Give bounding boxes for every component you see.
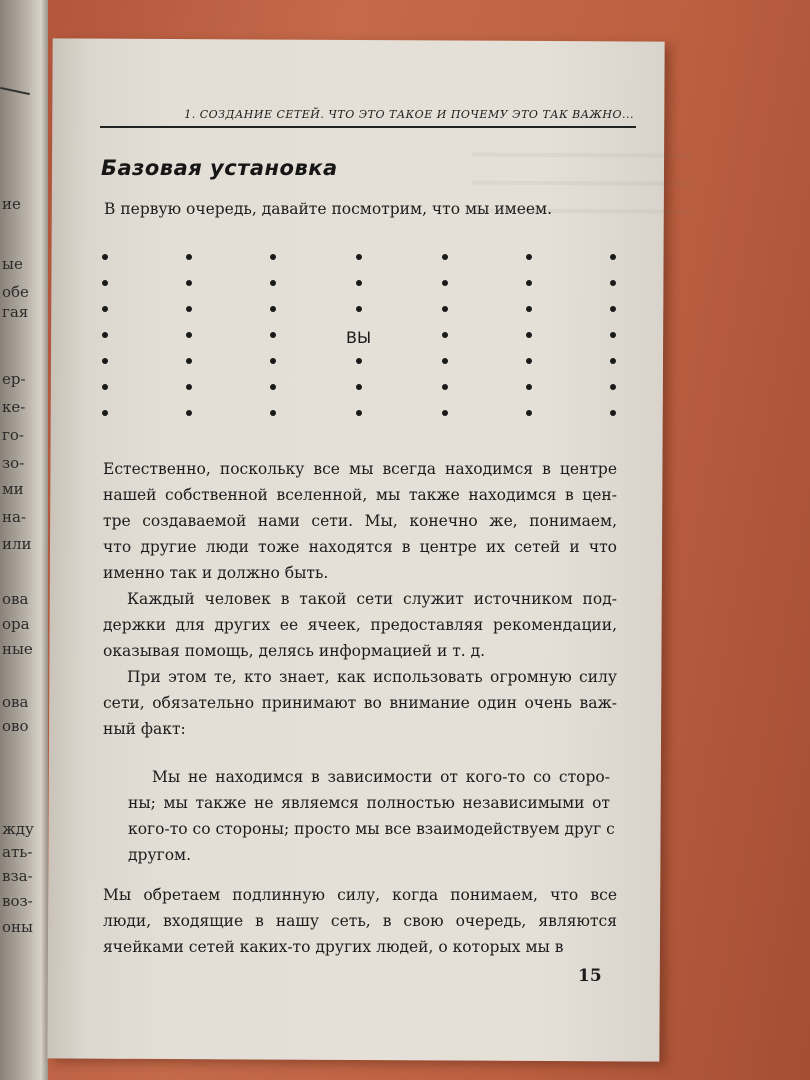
network-node-dot: [610, 410, 616, 416]
network-node-dot: [102, 358, 108, 364]
left-page-text-fragment: ые: [2, 255, 23, 273]
network-node-dot: [526, 306, 532, 312]
network-node-dot: [356, 254, 362, 260]
network-node-dot: [102, 280, 108, 286]
network-node-dot: [270, 254, 276, 260]
text-line: оказывая помощь, делясь информацией и т. д.: [103, 642, 486, 660]
network-node-dot: [442, 410, 448, 416]
paragraph: [103, 882, 617, 960]
text-line: ны; мы также не являемся полностью независимыми от: [128, 794, 610, 812]
network-node-dot: [442, 332, 448, 338]
left-page-edge: [0, 0, 48, 1080]
diagram-center-label: ВЫ: [346, 328, 372, 347]
running-head: 1. СОЗДАНИЕ СЕТЕЙ. ЧТО ЭТО ТАКОЕ И ПОЧЕМУ ЭТО ТАК ВАЖНО...: [184, 108, 634, 121]
text-line: ный факт:: [103, 720, 186, 738]
left-page-text-fragment: го-: [2, 426, 24, 444]
text-line: Мы не находимся в зависимости от кого-то со сторо-: [152, 768, 610, 786]
text-line: тре создаваемой нами сети. Мы, конечно же, понимаем,: [103, 512, 617, 530]
network-node-dot: [442, 358, 448, 364]
network-node-dot: [610, 280, 616, 286]
network-node-dot: [442, 254, 448, 260]
left-page-text-fragment: ора: [2, 615, 30, 633]
left-page-text-fragment: обе: [2, 283, 29, 301]
network-node-dot: [270, 358, 276, 364]
network-node-dot: [186, 358, 192, 364]
text-line: держки для других ее ячеек, предоставляя рекомендации,: [103, 616, 617, 634]
network-node-dot: [442, 280, 448, 286]
left-page-text-fragment: вза-: [2, 867, 33, 885]
section-title: Базовая установка: [101, 156, 338, 180]
text-line: что другие люди тоже находятся в центре их сетей и что: [103, 538, 617, 556]
network-node-dot: [102, 384, 108, 390]
left-page-text-fragment: ать-: [2, 843, 33, 861]
network-node-dot: [186, 332, 192, 338]
network-node-dot: [610, 254, 616, 260]
block-quote: [128, 764, 615, 868]
network-node-dot: [526, 358, 532, 364]
network-node-dot: [526, 332, 532, 338]
left-page-text-fragment: ова: [2, 590, 29, 608]
text-line: кого-то со стороны; просто мы все взаимодействуем друг с: [128, 820, 615, 838]
network-node-dot: [270, 384, 276, 390]
bleed-through-line: [472, 153, 692, 158]
network-node-dot: [610, 306, 616, 312]
network-node-dot: [526, 254, 532, 260]
network-node-dot: [102, 332, 108, 338]
network-node-dot: [442, 306, 448, 312]
network-node-dot: [610, 384, 616, 390]
network-node-dot: [186, 384, 192, 390]
network-node-dot: [270, 410, 276, 416]
left-page-text-fragment: ово: [2, 717, 29, 735]
left-page-text-fragment: на-: [2, 508, 27, 526]
text-line: именно так и должно быть.: [103, 564, 329, 582]
paragraph: [103, 586, 617, 664]
network-node-dot: [442, 384, 448, 390]
text-line: другом.: [128, 846, 192, 864]
left-page-text-fragment: оны: [2, 918, 33, 936]
network-node-dot: [610, 332, 616, 338]
paragraph: [103, 456, 617, 586]
network-node-dot: [526, 384, 532, 390]
bleed-through-line: [472, 181, 692, 186]
left-page-text-fragment: гая: [2, 303, 29, 321]
paragraph: [103, 664, 617, 742]
text-line: сети, обязательно принимают во внимание один очень важ-: [103, 694, 617, 712]
network-node-dot: [526, 280, 532, 286]
left-page-text-fragment: ер-: [2, 370, 26, 388]
network-node-dot: [356, 280, 362, 286]
network-node-dot: [186, 254, 192, 260]
page-number: 15: [578, 966, 602, 986]
network-node-dot: [610, 358, 616, 364]
network-node-dot: [186, 306, 192, 312]
network-node-dot: [526, 410, 532, 416]
intro-line: В первую очередь, давайте посмотрим, что мы имеем.: [104, 200, 553, 218]
left-page-rule: [0, 87, 30, 95]
network-node-dot: [270, 332, 276, 338]
text-line: люди, входящие в нашу сеть, в свою очередь, являются: [103, 912, 617, 930]
text-line: При этом те, кто знает, как использовать огромную силу: [127, 668, 617, 686]
network-node-dot: [102, 410, 108, 416]
text-line: ячейками сетей каких-то других людей, о которых мы в: [103, 938, 564, 956]
left-page-text-fragment: ке-: [2, 398, 26, 416]
network-node-dot: [102, 306, 108, 312]
left-page-text-fragment: ие: [2, 195, 21, 213]
text-line: Каждый человек в такой сети служит источником под-: [127, 590, 617, 608]
left-page-text-fragment: ова: [2, 693, 29, 711]
network-node-dot: [356, 306, 362, 312]
left-page-text-fragment: ми: [2, 480, 24, 498]
network-node-dot: [356, 384, 362, 390]
left-page-text-fragment: жду: [2, 820, 34, 838]
network-node-dot: [186, 280, 192, 286]
network-node-dot: [270, 280, 276, 286]
left-page-text-fragment: ные: [2, 640, 33, 658]
header-rule: [100, 126, 636, 128]
network-node-dot: [102, 254, 108, 260]
network-node-dot: [356, 410, 362, 416]
left-page-text-fragment: зо-: [2, 454, 25, 472]
left-page-text-fragment: или: [2, 535, 32, 553]
network-node-dot: [186, 410, 192, 416]
text-line: Естественно, поскольку все мы всегда находимся в центре: [103, 460, 617, 478]
text-line: нашей собственной вселенной, мы также находимся в цен-: [103, 486, 617, 504]
text-line: Мы обретаем подлинную силу, когда понимаем, что все: [103, 886, 617, 904]
left-page-text-fragment: воз-: [2, 892, 33, 910]
network-node-dot: [356, 358, 362, 364]
network-node-dot: [270, 306, 276, 312]
